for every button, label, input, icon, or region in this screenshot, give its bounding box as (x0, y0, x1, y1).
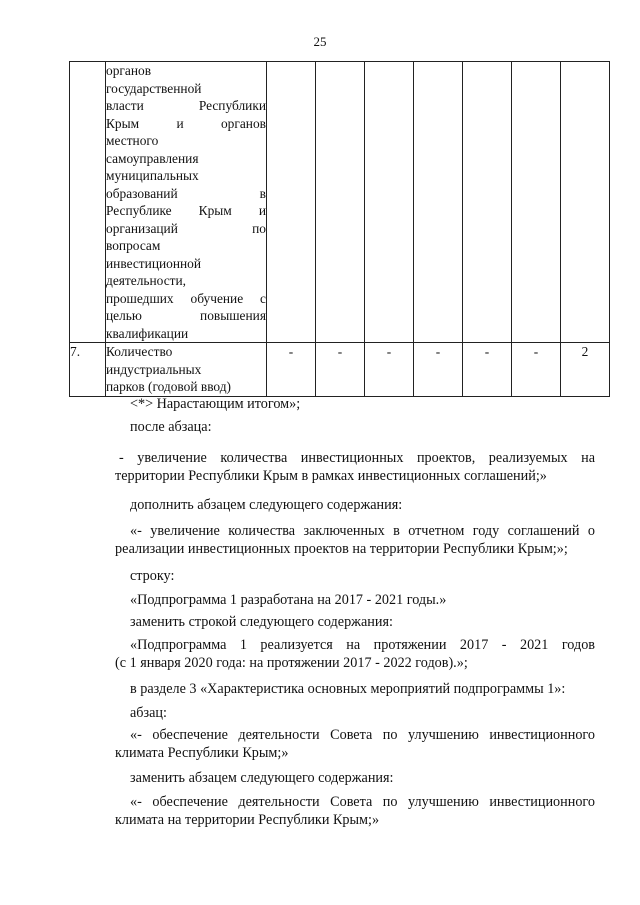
paragraph: строку: (130, 568, 175, 584)
indicators-table (69, 61, 610, 397)
indicator-line: индустриальных (106, 361, 202, 377)
indicator-line: инвестиционной (106, 255, 202, 271)
indicator-line: местного (106, 133, 159, 148)
table-cell-number: 7. (70, 343, 106, 397)
table-cell-value: - (267, 343, 316, 397)
table-cell-value (316, 62, 365, 343)
paragraph: дополнить абзацем следующего содержания: (130, 497, 403, 513)
table-cell-value (365, 62, 414, 343)
table-row-continued (70, 62, 610, 343)
indicator-line: Количество (106, 344, 173, 359)
paragraph-line: территории Республики Крым в рамках инвестиционных соглашений;» (115, 468, 547, 484)
paragraph-line: климата Республики Крым;» (115, 745, 289, 761)
table-cell-indicator-name (106, 62, 267, 343)
table-cell-value: - (316, 343, 365, 397)
table-cell-value (561, 62, 610, 343)
paragraph-line: «- увеличение количества заключенных в отчетном году соглашений о (130, 523, 595, 539)
table-cell-value: 2 (561, 343, 610, 397)
indicator-line: органов (106, 63, 152, 78)
paragraph-line: (с 1 января 2020 года: на протяжении 2017 - 2022 годов).»; (115, 655, 468, 671)
indicator-line: Республике Крым и (106, 203, 266, 218)
table-cell-indicator-name (106, 343, 267, 397)
table-cell-number (70, 62, 106, 343)
table-cell-value: - (512, 343, 561, 397)
table-cell-value (463, 62, 512, 343)
indicator-line: самоуправления (106, 150, 199, 166)
table-cell-value: - (414, 343, 463, 397)
footnote: <*> Нарастающим итогом»; (130, 396, 301, 412)
indicator-line: организаций по (106, 220, 266, 236)
paragraph: в разделе 3 «Характеристика основных мероприятий подпрограммы 1»: (130, 681, 566, 697)
paragraph-line: - увеличение количества инвестиционных проектов, реализуемых на (119, 450, 595, 466)
indicator-line: государственной (106, 80, 202, 96)
paragraph-line: «- обеспечение деятельности Совета по улучшению инвестиционного (130, 727, 595, 743)
indicator-line: Крым и органов (106, 115, 266, 131)
page-number: 25 (313, 34, 327, 49)
table-row-7 (70, 343, 610, 397)
table-cell-value: - (463, 343, 512, 397)
indicator-line: вопросам (106, 238, 161, 253)
paragraph-line: «- обеспечение деятельности Совета по улучшению инвестиционного (130, 794, 595, 810)
paragraph-line: «Подпрограмма 1 реализуется на протяжении 2017 - 2021 годов (130, 637, 595, 653)
paragraph: абзац: (130, 705, 167, 721)
indicator-line: квалификации (106, 325, 189, 341)
table-cell-value: - (365, 343, 414, 397)
paragraph: после абзаца: (130, 419, 212, 435)
table-cell-value (267, 62, 316, 343)
paragraph: заменить строкой следующего содержания: (130, 614, 393, 630)
indicator-line: целью повышения (106, 308, 266, 323)
paragraph: заменить абзацем следующего содержания: (130, 770, 394, 786)
indicator-line: власти Республики (106, 98, 266, 113)
table-cell-value (512, 62, 561, 343)
indicator-line: деятельности, (106, 273, 187, 288)
indicator-line: прошедших обучение с (106, 290, 266, 306)
table-cell-value (414, 62, 463, 343)
indicator-line: муниципальных (106, 168, 199, 183)
paragraph-line: климата на территории Республики Крым;» (115, 812, 380, 828)
indicator-line: парков (годовой ввод) (106, 379, 232, 394)
paragraph: «Подпрограмма 1 разработана на 2017 - 2021 годы.» (130, 592, 447, 608)
indicator-line: образований в (106, 185, 266, 201)
paragraph-line: реализации инвестиционных проектов на территории Республики Крым;»; (115, 541, 568, 557)
